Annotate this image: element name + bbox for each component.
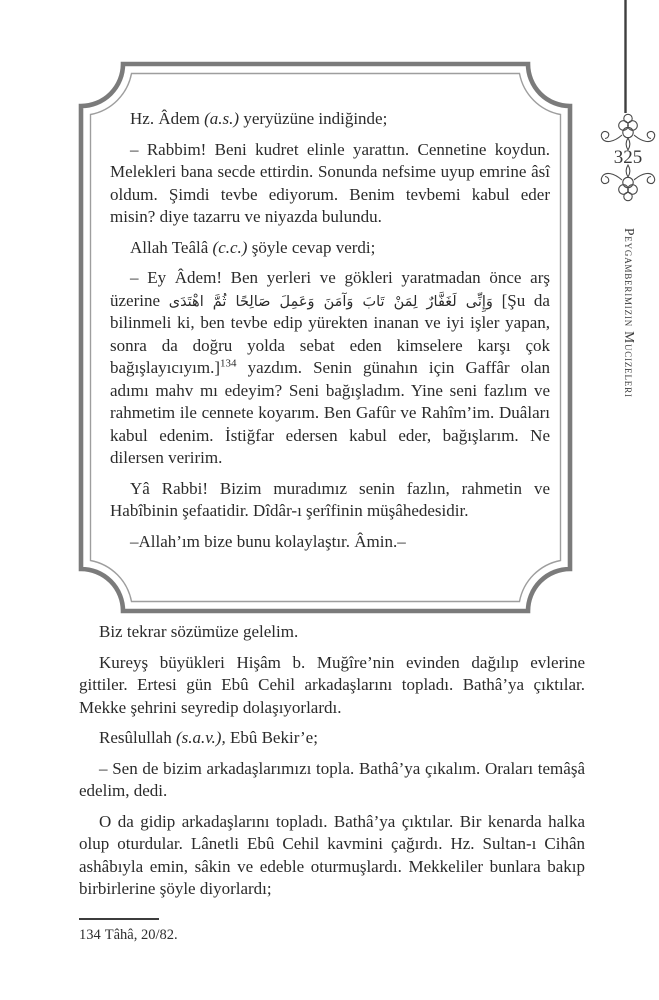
paragraph — [110, 531, 550, 554]
paragraph — [79, 727, 585, 750]
paragraph — [110, 478, 550, 523]
text-segment: yazdım. Senin günahın için Gaffâr olan adımı mahv mı edeyim? Seni bağışladım. Yine seni fazlım ve rahmetim ile cennete koyarım. Ben Gafûr ve Rahîm’im. Duâları kabul edenim. İstiğfar edersen kabul eder, bağışlarım. Ne dilersen veririm. — [110, 358, 550, 467]
paragraph — [110, 139, 550, 229]
text-segment: (c.c.) — [212, 237, 248, 257]
text-segment: – Sen de bizim arkadaşlarımızı topla. Bathâ’ya çıkalım. Oraları temâşâ edelim, dedi. — [79, 758, 585, 800]
footnote-text: Tâhâ, 20/82. — [104, 927, 178, 943]
paragraph — [79, 652, 585, 720]
text-segment: [Şu da bilinmeli ki, ben tevbe edip yürekten inanan ve iyi işler yapan, sonra da doğru yolda sebat eden kimselere karşı çok bağışlayıcıyım.] — [110, 290, 550, 377]
ornament-knot-bottom-icon — [601, 165, 654, 201]
paragraph — [110, 237, 550, 260]
text-segment: O da gidip arkadaşlarını topladı. Bathâ’ya çıktılar. Bir kenarda halka olup oturdular. Lânetli Ebû Cehil kavmini çağırdı. Hz. Sultan-ı Cihân ashâbıyla emin, sâkin ve edeble oturmuşlardı. Mekkeliler bunlara bakıp birbirlerine şöyle diyorlardı; — [79, 811, 585, 898]
text-segment: – Rabbim! Beni kudret elinle yarattın. Cennetine koydun. Melekleri bana secde ettirdin. Sonunda nefsime uyup emrine âsî oldum. Şimdi tevbe ediyorum. Benim tevbemi kabul eder misin? diye tazarru ve niyazda bulundu. — [110, 139, 550, 226]
paragraph — [79, 811, 585, 901]
footnote-reference: 134 — [220, 357, 237, 370]
text-segment: Allah Teâlâ — [130, 237, 213, 257]
paragraph — [110, 267, 550, 470]
text-segment: Resûlullah — [99, 728, 176, 747]
ornament-knot-top-icon — [601, 114, 654, 150]
text-segment: Ebû Bekir’e; — [225, 728, 318, 747]
text-segment: (a.s.) — [204, 109, 240, 128]
paragraph — [110, 108, 550, 131]
body-section — [79, 621, 585, 901]
text-segment: –Allah’ım bize bunu kolaylaştır. Âmin.– — [130, 531, 406, 551]
footnote-rule — [79, 918, 159, 920]
footnote — [79, 927, 559, 944]
page-number: 325 — [613, 147, 643, 168]
footnote-marker: 134 — [79, 927, 101, 943]
text-segment: şöyle cevap verdi; — [247, 237, 376, 257]
paragraph — [79, 621, 585, 644]
text-segment: (s.a.v.), — [175, 728, 226, 747]
text-segment: Biz tekrar sözümüze gelelim. — [99, 622, 299, 641]
arabic-verse: وَإِنِّى لَغَفَّارٌ لِمَنْ تَابَ وَآمَنَ وَعَمِلَ صَالِحًا ثُمَّ اهْتَدَى — [168, 293, 493, 310]
paragraph — [79, 758, 585, 803]
text-segment: yeryüzüne indiğinde; — [239, 109, 388, 128]
text-segment: Yâ Rabbi! Bizim muradımız senin fazlın, rahmetin ve Habîbinin şefaatidir. Dîdâr-ı şerîfinin müşâhedesidir. — [110, 478, 550, 520]
margin-title: Peygamberimizin Mucizeleri — [622, 228, 637, 398]
text-segment: Kureyş büyükleri Hişâm b. Muğîre’nin evinden dağılıp evlerine gittiler. Ertesi gün Ebû Cehil arkadaşlarını topladı. Bathâ’ya çıktılar. Mekke şehrini seyredip dolaşıyorlardı. — [79, 652, 585, 717]
framed-section — [110, 108, 550, 553]
text-segment: Hz. Âdem — [130, 109, 205, 128]
text-segment: – Ey Âdem! Ben yerleri ve gökleri yaratmadan önce arş üzerine — [110, 268, 550, 310]
